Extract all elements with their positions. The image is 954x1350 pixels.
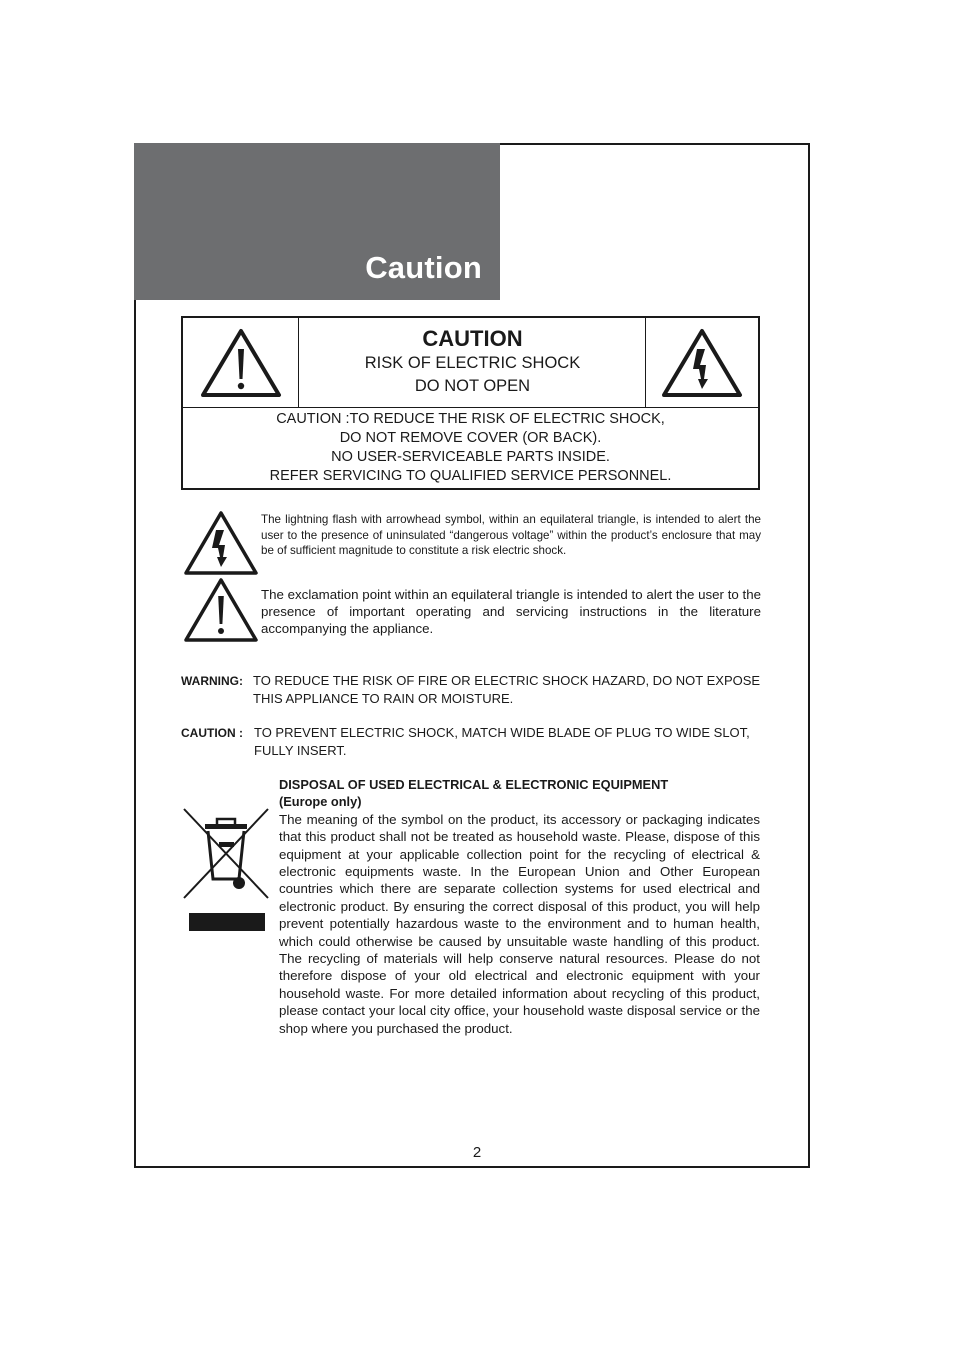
exclamation-symbol-row xyxy=(183,577,761,643)
lightning-symbol-row xyxy=(183,510,761,576)
caution-line-do-not-open: DO NOT OPEN xyxy=(414,377,531,395)
caution-heading: CAUTION xyxy=(422,326,523,351)
exclamation-symbol-description: The exclamation point within an equilateral triangle is intended to alert the user to the presence of important operating and servicing instructions in the literature accompanying the appliance. xyxy=(261,587,761,636)
caution-label-right-cell xyxy=(645,318,758,407)
disposal-subheading: (Europe only) xyxy=(279,794,362,810)
caution-notice-line: DO NOT REMOVE COVER (OR BACK). xyxy=(339,430,602,446)
warning-note xyxy=(181,672,761,708)
caution-notice xyxy=(183,408,758,486)
caution-notice-line: NO USER-SERVICEABLE PARTS INSIDE. xyxy=(331,449,610,465)
exclamation-triangle-icon xyxy=(183,577,259,643)
disposal-body: The meaning of the symbol on the product, its accessory or packaging indicates that this product shall not be treated as household waste. Please, dispose of this equipment at your applicable collection point for the recycling of electrical & electronic equipments waste. In the European Union and Other European countries which there are separate collection systems for used electrical and electronic product. By ensuring the correct disposal of this product, you will help prevent potentially hazardous waste to the environment and to human health, which could otherwise be caused by unsuitable waste handling of this product. The recycling of materials will help conserve natural resources. Please do not therefore dispose of your old electrical and electronic equipment with your household waste. For more detailed information about recycling of this product, please contact your local city office, your household waste disposal service or the shop where you purchased the product. xyxy=(279,811,760,1036)
caution-line-risk: RISK OF ELECTRIC SHOCK xyxy=(364,354,581,372)
crossed-out-wheelie-bin-icon xyxy=(181,806,271,902)
header-band xyxy=(134,143,500,300)
disposal-heading: DISPOSAL OF USED ELECTRICAL & ELECTRONIC EQUIPMENT xyxy=(279,777,669,792)
caution-note xyxy=(181,724,761,760)
warning-label: WARNING: xyxy=(181,674,243,688)
weee-marking-bar xyxy=(189,913,265,931)
caution-note-label: CAUTION : xyxy=(181,726,243,740)
lightning-triangle-icon xyxy=(183,510,259,576)
warning-text: TO REDUCE THE RISK OF FIRE OR ELECTRIC SHOCK HAZARD, DO NOT EXPOSE THIS APPLIANCE TO RAIN OR MOISTURE. xyxy=(253,673,761,706)
caution-notice-line: REFER SERVICING TO QUALIFIED SERVICE PERSONNEL. xyxy=(269,468,672,484)
caution-label-center xyxy=(299,318,646,407)
caution-note-text: TO PREVENT ELECTRIC SHOCK, MATCH WIDE BLADE OF PLUG TO WIDE SLOT, FULLY INSERT. xyxy=(254,725,750,758)
caution-notice-line: CAUTION :TO REDUCE THE RISK OF ELECTRIC SHOCK, xyxy=(276,411,665,427)
caution-label-top xyxy=(183,318,758,408)
page-title: Caution xyxy=(365,250,482,285)
lightning-triangle-icon xyxy=(660,327,744,399)
caution-label-left-cell xyxy=(183,318,299,407)
lightning-symbol-description: The lightning flash with arrowhead symbol, within an equilateral triangle, is intended to alert the user to the presence of uninsulated “dangerous voltage” within the product’s enclosure that may be of sufficient magnitude to constitute a risk electric shock. xyxy=(261,513,761,557)
disposal-section xyxy=(279,776,760,1037)
page-number: 2 xyxy=(472,1144,482,1161)
exclamation-triangle-icon xyxy=(199,327,283,399)
caution-label-box xyxy=(181,316,760,490)
